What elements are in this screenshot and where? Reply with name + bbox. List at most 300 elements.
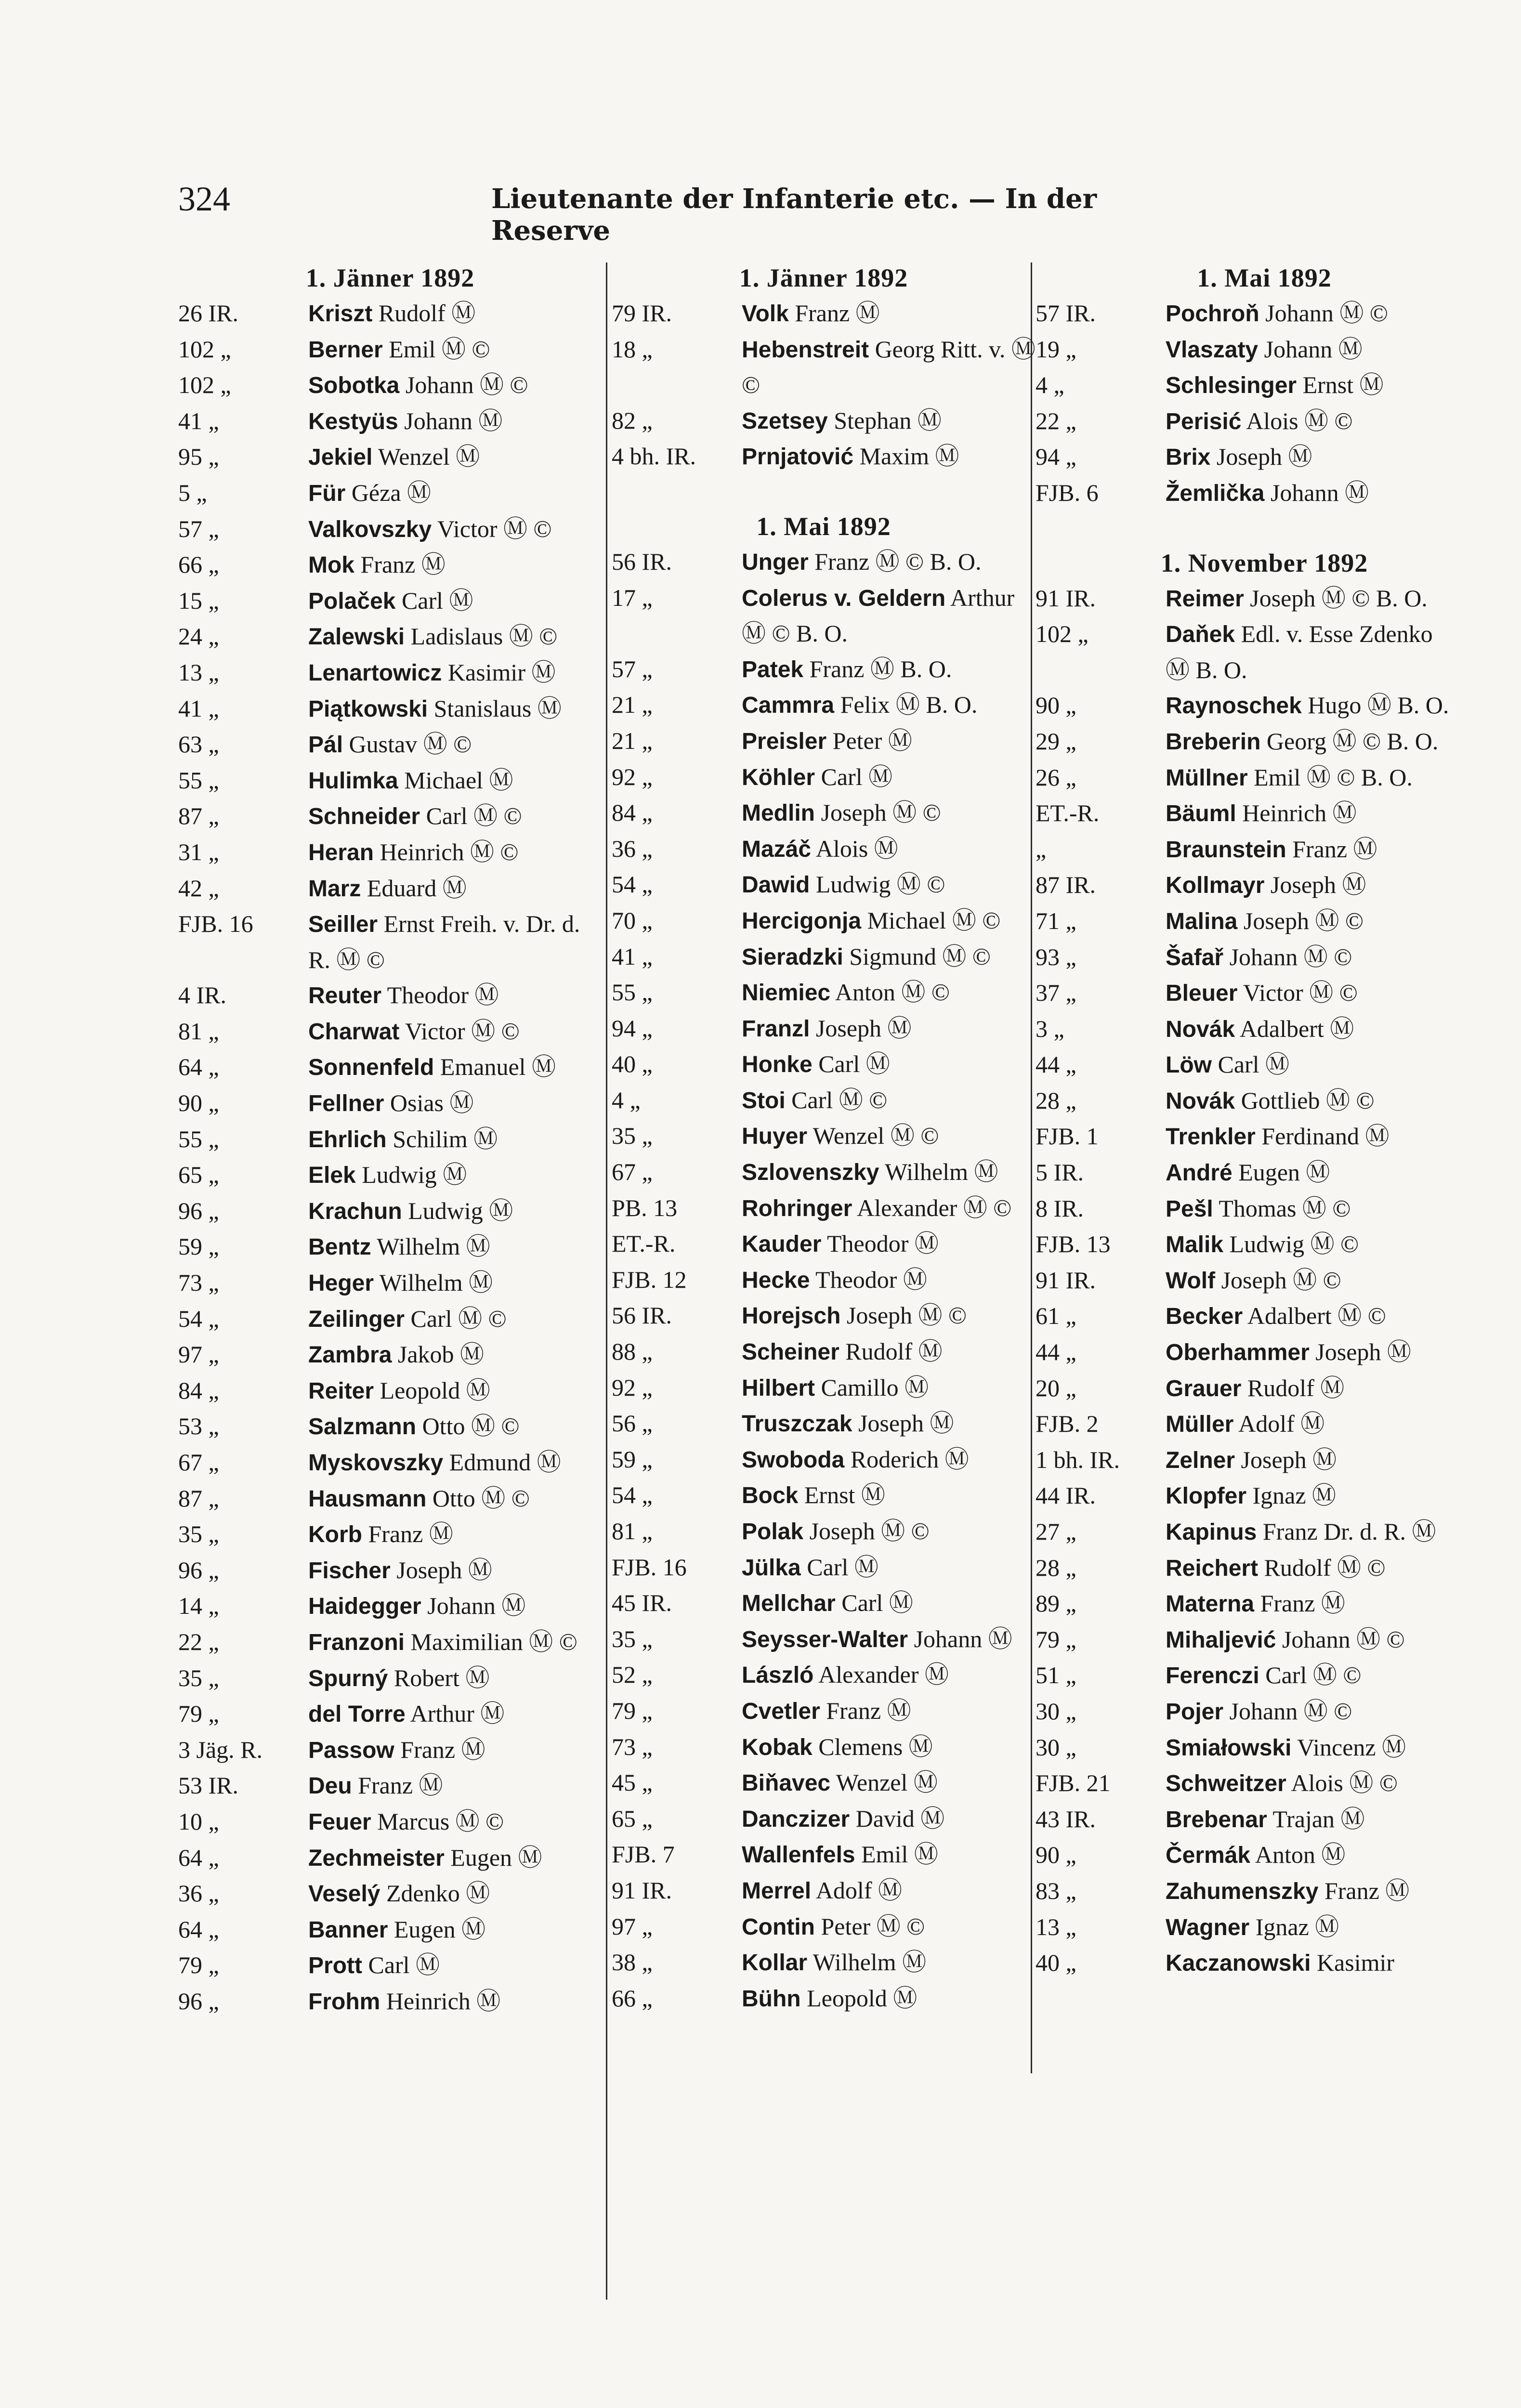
officer-name [1166,1263,1459,1299]
officer-name [1166,760,1459,796]
roster-entry [612,687,1036,723]
given-name-and-marks: Franz Ⓜ [1254,1590,1345,1617]
officer-name [308,1661,602,1697]
unit-designation: 55 „ [178,766,219,794]
officer-name [742,439,1036,475]
surname: Breberin [1166,729,1261,755]
officer-name [742,1945,1036,1981]
surname: Oberhammer [1166,1340,1310,1366]
given-name-and-marks: Maximilian Ⓜ © [405,1628,577,1655]
officer-name [1166,940,1459,976]
unit-designation: 81 „ [612,1518,653,1544]
roster-entry [612,1909,1036,1945]
given-name-and-marks: Rudolf Ⓜ [372,300,476,327]
roster-entry [1036,1550,1493,1586]
officer-name [1166,1766,1459,1802]
unit-designation: 57 „ [612,655,653,682]
given-name-and-marks: Sigmund Ⓜ © [843,942,991,970]
unit-designation: 83 „ [1036,1877,1076,1904]
surname: Schneider [308,804,420,830]
surname: Novák [1166,1088,1235,1114]
roster-entry [178,1696,602,1732]
roster-entry [178,1193,602,1230]
officer-name [308,1229,602,1265]
surname: Mazáč [742,836,812,862]
given-name-and-marks: Ludwig Ⓜ [402,1197,513,1224]
unit-designation: 70 „ [612,906,653,934]
given-name-and-marks: Stephan Ⓜ [827,406,942,434]
unit-designation: 94 „ [1036,443,1076,471]
roster-entry [178,619,602,655]
officer-name [308,1840,602,1876]
roster-entry [612,1801,1036,1837]
officer-name [742,1478,1036,1514]
given-name-and-marks: Ernst Ⓜ [798,1481,885,1509]
roster-entry [612,1370,1036,1406]
given-name-and-marks: David Ⓜ [850,1805,945,1832]
given-name-and-marks: Joseph Ⓜ [1309,1338,1411,1366]
unit-designation: 4 „ [1036,371,1064,399]
officer-name [308,296,602,332]
given-name-and-marks: Schilim Ⓜ [386,1125,498,1152]
surname: Hausmann [308,1486,427,1512]
surname: Merrel [742,1878,812,1904]
roster-entry [178,1661,602,1697]
surname: Schweitzer [1166,1771,1286,1797]
surname: Sobotka [308,373,400,399]
officer-name [308,1481,602,1517]
roster-entry [178,1912,602,1948]
surname: Kobak [742,1734,813,1760]
officer-name [742,1981,1036,2017]
surname: Köhler [742,764,815,790]
officer-name [308,619,602,655]
given-name-and-marks: Alois Ⓜ © [1241,407,1353,434]
unit-designation: 27 „ [1036,1518,1076,1545]
given-name-and-marks: Felix Ⓜ B. O. [834,691,978,719]
roster-entry [178,1624,602,1661]
unit-designation: 66 „ [612,1984,653,2012]
roster-entry [1036,1514,1493,1550]
surname: Franzoni [308,1629,405,1655]
surname: Truszczak [742,1411,852,1437]
surname: Cammra [742,693,835,719]
section-heading: 1. Mai 1892 [1197,263,1332,292]
unit-designation: 65 „ [612,1805,653,1832]
given-name-and-marks: Peter Ⓜ [826,727,912,754]
officer-name [1166,724,1459,760]
officer-name [742,1837,1036,1873]
unit-designation: 87 „ [178,1484,219,1512]
officer-name [1166,1155,1459,1191]
unit-designation: 84 „ [612,799,653,826]
given-name-and-marks: Franz Ⓜ [354,551,446,578]
roster-entry [1036,1730,1493,1766]
surname: Cvetler [742,1698,820,1724]
officer-name [308,1122,602,1158]
unit-designation: 67 „ [178,1449,219,1476]
roster-entry [1036,616,1493,688]
unit-designation: 35 „ [178,1664,219,1691]
officer-name [742,296,1036,332]
unit-designation: 22 „ [178,1628,219,1655]
officer-name [308,1696,602,1732]
given-name-and-marks: Edmund Ⓜ [443,1449,561,1476]
officer-name [308,1948,602,1984]
officer-name [1166,1873,1459,1910]
column-2 [612,260,1036,2016]
unit-designation: 22 „ [1036,407,1076,434]
given-name-and-marks: Franz Ⓜ [820,1697,911,1724]
unit-designation: 97 „ [612,1912,653,1940]
column-divider [606,262,607,2300]
roster-entry [1036,760,1493,796]
given-name-and-marks: Alexander Ⓜ [813,1661,949,1688]
roster-entry [178,978,602,1014]
surname: Jülka [742,1555,801,1581]
surname: Trenkler [1166,1124,1256,1150]
unit-designation: 63 „ [178,731,219,758]
surname: Bäuml [1166,801,1236,827]
surname: Pešl [1166,1196,1213,1222]
given-name-and-marks: Johann Ⓜ © [1223,1697,1352,1725]
unit-designation: 91 IR. [1036,584,1096,612]
surname: Swoboda [742,1447,845,1473]
roster-entry [612,795,1036,831]
given-name-and-marks: Ignaz Ⓜ [1246,1482,1337,1509]
roster-entry [612,1047,1036,1083]
officer-name [308,547,602,583]
roster-entry [612,403,1036,439]
unit-designation: 64 „ [178,1053,219,1081]
surname: Zeilinger [308,1306,405,1332]
unit-designation: 26 IR. [178,300,238,327]
unit-designation: 5 IR. [1036,1159,1084,1186]
unit-designation: 28 „ [1036,1554,1076,1581]
officer-name [1166,688,1459,724]
unit-designation: 88 „ [612,1338,653,1365]
unit-designation: 35 „ [612,1122,653,1150]
unit-designation: 37 „ [1036,979,1076,1007]
unit-designation: 24 „ [178,623,219,650]
unit-designation: 44 „ [1036,1051,1076,1078]
surname: Spurný [308,1665,388,1691]
officer-name [308,763,602,799]
surname: Lenartowicz [308,660,442,686]
unit-designation: 10 „ [178,1807,219,1835]
roster-entry [178,1984,602,2020]
surname: Charwat [308,1019,400,1045]
officer-name [1166,867,1459,903]
surname: Horejsch [742,1303,841,1329]
surname: Seiller [308,912,378,938]
given-name-and-marks: Joseph Ⓜ [810,1014,912,1042]
officer-name [1166,1191,1459,1227]
surname: Zalewski [308,624,405,650]
officer-name [742,1873,1036,1909]
given-name-and-marks: Victor Ⓜ © [399,1017,520,1045]
officer-name [742,1334,1036,1370]
unit-designation: 35 „ [178,1520,219,1548]
unit-designation: FJB. 16 [178,910,253,938]
given-name-and-marks: Leopold Ⓜ [800,1984,918,2012]
officer-name [308,332,602,368]
column-1 [178,260,602,2020]
given-name-and-marks: Gottlieb Ⓜ © [1235,1086,1375,1114]
officer-name [308,1804,602,1840]
surname: Rohringer [742,1195,852,1221]
roster-entry [612,903,1036,939]
surname: Kestyüs [308,408,398,434]
roster-entry [1036,867,1493,903]
given-name-and-marks: Otto Ⓜ © [416,1413,520,1440]
roster-entry [178,1086,602,1122]
surname: Jekiel [308,445,373,471]
officer-name [1166,1371,1459,1407]
roster-entry [1036,1191,1493,1227]
unit-designation: FJB. 2 [1036,1410,1099,1438]
officer-name [1166,1730,1459,1766]
given-name-and-marks: Heinrich Ⓜ [1236,799,1357,827]
surname: Contin [742,1914,815,1940]
surname: Heran [308,839,374,865]
roster-entry [612,1262,1036,1298]
unit-designation: 57 IR. [1036,300,1096,327]
officer-name [308,1049,602,1086]
surname: Niemiec [742,980,831,1006]
unit-designation: 55 „ [612,979,653,1006]
unit-designation: 59 „ [178,1233,219,1260]
roster-entry [1036,1945,1493,1981]
officer-name [308,727,602,763]
officer-name [742,1298,1036,1334]
surname: Vlaszaty [1166,337,1259,363]
unit-designation: 66 „ [178,551,219,578]
given-name-and-marks: Johann Ⓜ [398,407,503,434]
surname: Malik [1166,1232,1224,1258]
roster-entry [1036,296,1493,332]
officer-name [742,1657,1036,1693]
surname: Novák [1166,1016,1235,1042]
surname: Seysser-Walter [742,1626,908,1652]
given-name-and-marks: Robert Ⓜ [388,1664,490,1691]
roster-entry [1036,1155,1493,1191]
roster-entry [612,580,1036,652]
unit-designation: FJB. 13 [1036,1230,1111,1258]
officer-name [742,1550,1036,1586]
given-name-and-marks: Adalbert Ⓜ © [1243,1302,1386,1330]
surname: Zambra [308,1342,392,1368]
surname: Hercigonja [742,908,862,934]
surname: Pál [308,732,343,758]
given-name-and-marks: Theodor Ⓜ [381,982,499,1009]
roster-entry [178,296,602,332]
officer-name [742,1370,1036,1406]
roster-entry [178,1409,602,1445]
given-name-and-marks: Heinrich Ⓜ © [374,838,519,865]
given-name-and-marks: Johann Ⓜ [1258,335,1363,363]
surname: Šafař [1166,944,1224,970]
given-name-and-marks: Roderich Ⓜ [844,1445,969,1473]
roster-entry [612,1334,1036,1370]
officer-name [1166,404,1459,440]
surname: Perisić [1166,408,1242,434]
surname: Szetsey [742,408,828,434]
roster-entry [1036,1406,1493,1442]
surname: Fellner [308,1091,384,1117]
unit-designation: 90 „ [1036,1841,1076,1869]
officer-name [1166,1047,1459,1083]
officer-name [1166,1298,1459,1335]
unit-designation: 30 „ [1036,1733,1076,1761]
given-name-and-marks: Anton Ⓜ [1250,1841,1346,1869]
officer-name [742,580,1036,652]
roster-entry [178,871,602,907]
given-name-and-marks: Carl Ⓜ [835,1589,913,1617]
given-name-and-marks: Arthur Ⓜ [405,1700,505,1727]
given-name-and-marks: Kasimir [1311,1949,1395,1976]
surname: Myskovszky [308,1450,444,1476]
officer-name [742,1154,1036,1191]
surname: László [742,1662,814,1688]
officer-name [308,1409,602,1445]
roster-entry [1036,1442,1493,1479]
officer-name [308,1265,602,1301]
roster-entry [612,1945,1036,1981]
roster-entry [612,1406,1036,1442]
given-name-and-marks: Wenzel Ⓜ © [807,1122,939,1150]
officer-name [1166,616,1459,688]
unit-designation: 31 „ [178,838,219,865]
unit-designation: 54 „ [178,1305,219,1332]
surname: Zahumenszky [1166,1878,1319,1904]
roster-entry [178,1876,602,1912]
given-name-and-marks: Eduard Ⓜ [361,874,467,902]
officer-name [742,1442,1036,1478]
unit-designation: 3 Jäg. R. [178,1736,262,1763]
given-name-and-marks: Wenzel Ⓜ [372,443,480,471]
running-title: Lieutenante der Infanterie etc. — In der Reserve [491,183,1097,247]
roster-entry [612,1154,1036,1191]
surname: Honke [742,1052,813,1078]
unit-designation: 26 „ [1036,763,1076,791]
surname: Reuter [308,983,382,1009]
surname: Volk [742,301,789,327]
officer-name [742,544,1036,580]
surname: Kriszt [308,301,373,327]
given-name-and-marks: Emil Ⓜ © B. O. [1247,763,1413,791]
given-name-and-marks: Joseph Ⓜ [1235,1446,1337,1473]
roster-entry [612,296,1036,332]
unit-designation: 21 „ [612,691,653,719]
officer-name [1166,439,1459,475]
given-name-and-marks: Rudolf Ⓜ [1241,1374,1345,1401]
unit-designation: 61 „ [1036,1302,1076,1330]
given-name-and-marks: Ernst Ⓜ [1297,371,1384,399]
given-name-and-marks: Ludwig Ⓜ [355,1161,467,1189]
surname: Scheiner [742,1339,839,1365]
given-name-and-marks: Joseph Ⓜ © B. O. [1244,584,1428,612]
unit-designation: 51 „ [1036,1662,1076,1689]
given-name-and-marks: Géza Ⓜ [345,479,432,506]
officer-name [308,1517,602,1553]
unit-designation: 56 „ [612,1410,653,1437]
officer-name [742,939,1036,975]
unit-designation: 17 „ [612,584,653,611]
roster-entry [612,1622,1036,1658]
unit-designation: 40 „ [612,1050,653,1078]
unit-designation: 5 „ [178,479,207,506]
surname: Reimer [1166,586,1244,612]
officer-name [1166,1119,1459,1155]
roster-entry [178,1840,602,1876]
surname: del Torre [308,1701,406,1727]
surname: Sieradzki [742,944,843,970]
officer-name [308,583,602,619]
roster-entry [178,798,602,835]
officer-name [308,906,602,978]
officer-name [742,403,1036,439]
given-name-and-marks: Thomas Ⓜ © [1213,1194,1351,1222]
surname: Feuer [308,1809,371,1835]
given-name-and-marks: Johann Ⓜ [421,1592,526,1620]
surname: Ferenczi [1166,1663,1259,1689]
surname: Für [308,480,346,506]
unit-designation: 44 IR. [1036,1482,1096,1509]
section-gap [612,475,1036,509]
officer-name [742,1729,1036,1766]
unit-designation: 38 „ [612,1949,653,1976]
unit-designation: 64 „ [178,1915,219,1943]
given-name-and-marks: Ludwig Ⓜ © [1223,1230,1359,1258]
officer-name [742,1226,1036,1262]
given-name-and-marks: Joseph Ⓜ © [1237,907,1364,934]
surname: Wolf [1166,1268,1216,1294]
officer-name [742,1801,1036,1837]
roster-entry [178,475,602,511]
roster-entry [612,1693,1036,1729]
officer-name [1166,1622,1459,1658]
surname: Bühn [742,1986,801,2012]
unit-designation: 43 IR. [1036,1805,1096,1832]
roster-entry [612,723,1036,759]
unit-designation: 44 „ [1036,1338,1076,1366]
unit-designation: 36 „ [612,835,653,862]
unit-designation: 4 „ [612,1086,641,1113]
roster-entry [612,544,1036,580]
given-name-and-marks: Joseph Ⓜ © [1215,1266,1341,1294]
given-name-and-marks: Victor Ⓜ © [1237,979,1358,1007]
surname: Wagner [1166,1914,1250,1940]
roster-entry [178,1481,602,1517]
given-name-and-marks: Carl Ⓜ © [405,1305,507,1332]
officer-name [1166,1083,1459,1119]
surname: Krachun [308,1198,402,1224]
officer-name [742,1514,1036,1550]
roster-entry [178,1337,602,1373]
roster-entry [1036,439,1493,475]
surname: Hilbert [742,1375,815,1401]
roster-entry [178,763,602,799]
surname: Berner [308,337,383,363]
surname: Müller [1166,1412,1234,1438]
roster-entry [612,759,1036,796]
surname: Kollar [742,1950,808,1976]
officer-name [308,1984,602,2020]
unit-designation: 92 „ [612,763,653,790]
surname: Stoi [742,1087,786,1113]
roster-entry [178,511,602,548]
